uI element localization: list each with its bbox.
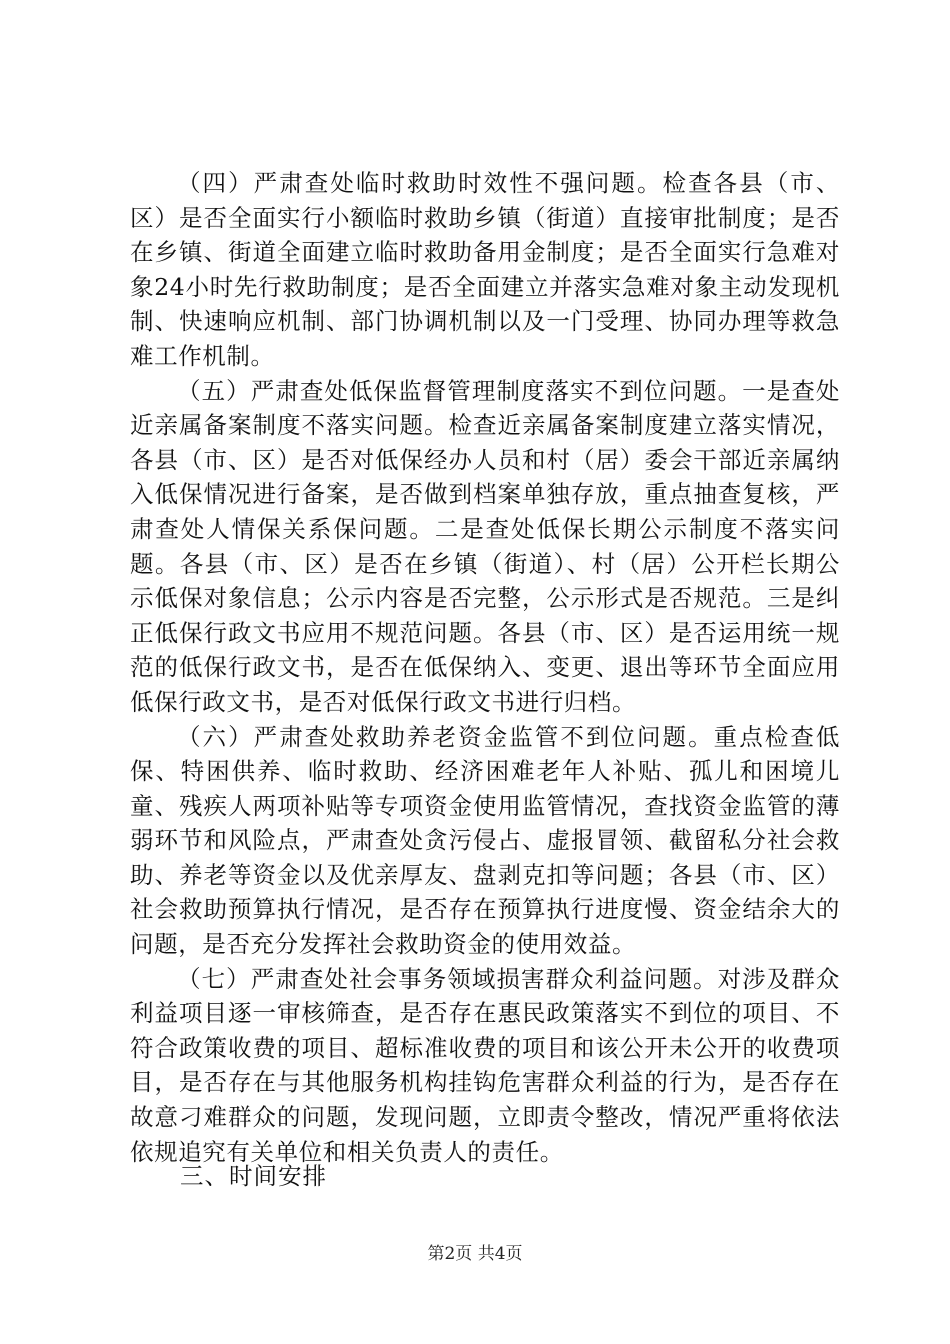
paragraph-section-5: （五）严肃查处低保监督管理制度落实不到位问题。一是查处近亲属备案制度不落实问题。检查近亲属备案制度建立落实情况，各县（市、区）是否对低保经办人员和村（居）委会干部近亲属纳入低保情况进行备案，是否做到档案单独存放，重点抽查复核，严肃查处人情保关系保问题。二是查处低保长期公示制度不落实问题。各县（市、区）是否在乡镇（街道）、村（居）公开栏长期公示低保对象信息；公示内容是否完整，公示形式是否规范。三是纠正低保行政文书应用不规范问题。各县（市、区）是否运用统一规范的低保行政文书，是否在低保纳入、变更、退出等环节全面应用低保行政文书，是否对低保行政文书进行归档。 xyxy=(130,376,840,716)
page-footer: 第2页 共4页 xyxy=(427,1244,523,1264)
body-text xyxy=(130,166,840,1169)
section-heading: 三、时间安排 xyxy=(180,1162,327,1190)
paragraph-section-7: （七）严肃查处社会事务领域损害群众利益问题。对涉及群众利益项目逐一审核筛查，是否存在惠民政策落实不到位的项目、不符合政策收费的项目、超标准收费的项目和该公开未公开的收费项目，是否存在与其他服务机构挂钩危害群众利益的行为，是否存在故意刁难群众的问题，发现问题，立即责令整改，情况严重将依法依规追究有关单位和相关负责人的责任。 xyxy=(130,964,840,1166)
paragraph-section-4: （四）严肃查处临时救助时效性不强问题。检查各县（市、区）是否全面实行小额临时救助乡镇（街道）直接审批制度；是否在乡镇、街道全面建立临时救助备用金制度；是否全面实行急难对象24小时先行救助制度；是否全面建立并落实急难对象主动发现机制、快速响应机制、部门协调机制以及一门受理、协同办理等救急难工作机制。 xyxy=(130,169,840,370)
paragraph-section-6: （六）严肃查处救助养老资金监管不到位问题。重点检查低保、特困供养、临时救助、经济困难老年人补贴、孤儿和困境儿童、残疾人两项补贴等专项资金使用监管情况，查找资金监管的薄弱环节和风险点，严肃查处贪污侵占、虚报冒领、截留私分社会救助、养老等资金以及优亲厚友、盘剥克扣等问题；各县（市、区）社会救助预算执行情况，是否存在预算执行进度慢、资金结余大的问题，是否充分发挥社会救助资金的使用效益。 xyxy=(130,722,840,959)
